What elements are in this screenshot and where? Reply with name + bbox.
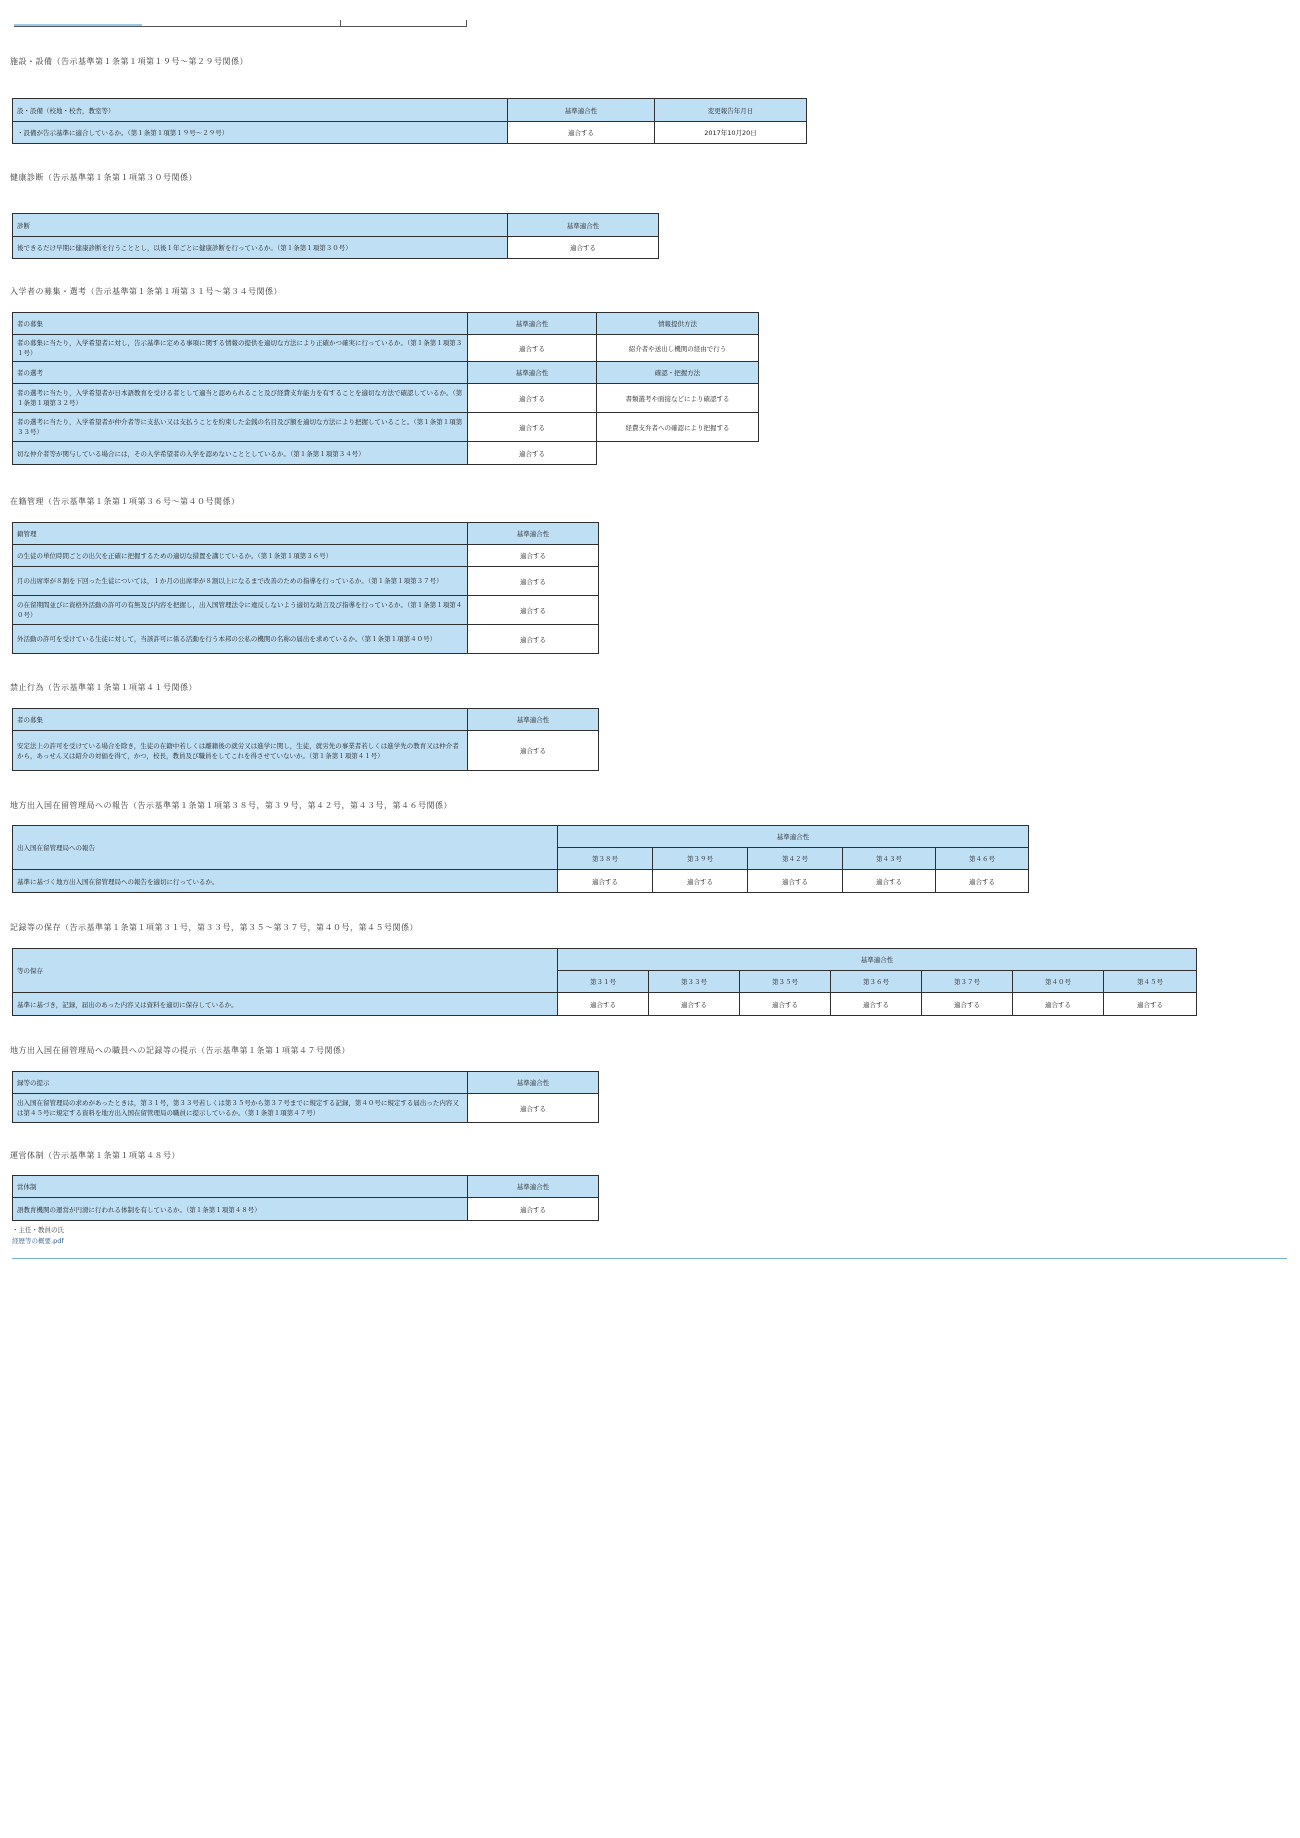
row-fit: 適合する (843, 870, 936, 893)
col-header: 第３１号 (558, 971, 649, 993)
row-fit: 適合する (936, 870, 1029, 893)
header-item: 籍管理 (13, 523, 468, 545)
row-fit: 適合する (922, 993, 1013, 1016)
row-fit: 適合する (468, 335, 597, 362)
header-method: 情報提供方法 (597, 313, 759, 335)
management-table (12, 1175, 599, 1221)
top-tick-mark (340, 20, 341, 27)
health-check-table (12, 213, 659, 259)
col-header: 第４２号 (748, 848, 843, 870)
header-date: 変更報告年月日 (655, 99, 807, 122)
row-item: 者の募集に当たり，入学希望者に対し，告示基準に定める事項に関する情報の提供を適切な方法により正確かつ確実に行っているか。（第１条第１項第３１号） (13, 335, 468, 362)
header-item: 設・設備（校地・校舎，教室等） (13, 99, 508, 122)
row-fit: 適合する (1013, 993, 1104, 1016)
section-title: 運営体制（告示基準第１条第１項第４８号） (10, 1151, 180, 1160)
top-divider (14, 26, 466, 27)
row-method: 紹介者や送出し機関の経由で行う (597, 335, 759, 362)
row-fit: 適合する (653, 870, 748, 893)
header-fit: 基準適合性 (468, 1176, 599, 1198)
row-method: 経費支弁者への確認により把握する (597, 413, 759, 442)
row-item: 基準に基づく地方出入国在留管理局への報告を適切に行っているか。 (13, 870, 558, 893)
row-fit: 適合する (468, 567, 599, 596)
section-title: 在籍管理（告示基準第１条第１項第３６号～第４０号関係） (10, 497, 240, 506)
row-fit: 適合する (468, 442, 597, 465)
col-header: 第３９号 (653, 848, 748, 870)
header-fit: 基準適合性 (508, 214, 659, 237)
report-table (12, 825, 1029, 893)
header-item: 等の保存 (13, 949, 558, 993)
row-item: 基準に基づき，記録，届出のあった内容又は資料を適切に保存しているか。 (13, 993, 558, 1016)
row-item: 安定法上の許可を受けている場合を除き，生徒の在籍中若しくは離籍後の就労又は進学に関し，生徒，就労先の事業者若しくは進学先の教育又は仲介者から，あっせん又は紹介の対価を得て，かつ，校長，教員及び職員をしてこれを得させていないか。（第１条第１項第４１号） (13, 731, 468, 771)
header-fit: 基準適合性 (468, 523, 599, 545)
row-method: 書類選考や面接などにより確認する (597, 384, 759, 413)
row-item: 切な仲介者等が関与している場合には，その入学希望者の入学を認めないこととしているか。（第１条第１項第３４号） (13, 442, 468, 465)
section-title: 施設・設備（告示基準第１条第１項第１９号～第２９号関係） (10, 57, 248, 66)
row-item: 者の選考に当たり，入学希望者が仲介者等に支払い又は支払うことを約束した金銭の名目及び額を適切な方法により把握していること。（第１条第１項第３３号） (13, 413, 468, 442)
row-item: 月の出席率が８割を下回った生徒については，１か月の出席率が８割以上になるまで改善のための指導を行っているか。（第１条第１項第３７号） (13, 567, 468, 596)
header-item: 録等の提示 (13, 1072, 468, 1094)
header-fit: 基準適合性 (558, 826, 1029, 848)
row-fit: 適合する (508, 122, 655, 144)
row-fit: 適合する (748, 870, 843, 893)
empty-cell (597, 442, 759, 465)
col-header: 第３８号 (558, 848, 653, 870)
col-header: 第４３号 (843, 848, 936, 870)
row-fit: 適合する (468, 413, 597, 442)
section-title: 地方出入国在留管理局への報告（告示基準第１条第１項第３８号，第３９号，第４２号，第４３号，第４６号関係） (10, 801, 452, 810)
row-item: 後できるだけ早期に健康診断を行うこととし，以後１年ごとに健康診断を行っているか。（第１条第１項第３０号） (13, 237, 508, 259)
row-fit: 適合する (508, 237, 659, 259)
header-method: 確認・把握方法 (597, 362, 759, 384)
row-fit: 適合する (831, 993, 922, 1016)
section-title: 禁止行為（告示基準第１条第１項第４１号関係） (10, 683, 197, 692)
row-fit: 適合する (468, 596, 599, 625)
col-header: 第３５号 (740, 971, 831, 993)
row-item: 外活動の許可を受けている生徒に対して，当該許可に係る活動を行う本邦の公私の機関の名称の届出を求めているか。（第１条第１項第４０号） (13, 625, 468, 654)
row-fit: 適合する (468, 1198, 599, 1221)
row-item: 者の選考に当たり，入学希望者が日本語教育を受ける者として適当と認められること及び経費支弁能力を有することを適切な方法で確認しているか。（第１条第１項第３２号） (13, 384, 468, 413)
col-header: 第４５号 (1104, 971, 1197, 993)
row-fit: 適合する (558, 993, 649, 1016)
admission-table (12, 312, 759, 465)
row-fit: 適合する (468, 1094, 599, 1123)
row-date: 2017年10月20日 (655, 122, 807, 144)
header-item: 者の募集 (13, 313, 468, 335)
col-header: 第３７号 (922, 971, 1013, 993)
col-header: 第４０号 (1013, 971, 1104, 993)
section-title: 健康診断（告示基準第１条第１項第３０号関係） (10, 173, 197, 182)
row-item: の生徒の単位時間ごとの出欠を正確に把握するための適切な措置を講じているか。（第１条第１項第３６号） (13, 545, 468, 567)
records-table (12, 948, 1197, 1016)
header-item: 診断 (13, 214, 508, 237)
col-header: 第３６号 (831, 971, 922, 993)
row-fit: 適合する (649, 993, 740, 1016)
row-item: 語教育機関の運営が円滑に行われる体制を有しているか。（第１条第１項第４８号） (13, 1198, 468, 1221)
col-header: 第４６号 (936, 848, 1029, 870)
header-item: 者の選考 (13, 362, 468, 384)
section-title: 地方出入国在留管理局への職員への記録等の提示（告示基準第１条第１項第４７号関係） (10, 1046, 350, 1055)
row-fit: 適合する (740, 993, 831, 1016)
row-fit: 適合する (468, 625, 599, 654)
row-fit: 適合する (1104, 993, 1197, 1016)
prohibited-acts-table (12, 708, 599, 771)
attachment-link[interactable]: 経歴等の概要.pdf (12, 1237, 64, 1245)
facilities-table (12, 98, 807, 144)
header-item: 出入国在留管理局への報告 (13, 826, 558, 870)
records-presentation-table (12, 1071, 599, 1123)
header-fit: 基準適合性 (468, 313, 597, 335)
section-title: 記録等の保存（告示基準第１条第１項第３１号，第３３号，第３５～第３７号，第４０号，第４５号関係） (10, 923, 418, 932)
row-fit: 適合する (468, 384, 597, 413)
row-fit: 適合する (468, 731, 599, 771)
header-fit: 基準適合性 (508, 99, 655, 122)
row-fit: 適合する (558, 870, 653, 893)
header-item: 者の募集 (13, 709, 468, 731)
footer-note: ・主任・教員の氏 (12, 1226, 64, 1234)
section-title: 入学者の募集・選考（告示基準第１条第１項第３１号～第３４号関係） (10, 287, 282, 296)
bottom-divider (12, 1258, 1287, 1259)
col-header: 第３３号 (649, 971, 740, 993)
row-item: の在留期間並びに資格外活動の許可の有無及び内容を把握し，出入国管理法令に違反しないよう適切な助言及び指導を行っているか。（第１条第１項第４０号） (13, 596, 468, 625)
header-fit: 基準適合性 (558, 949, 1197, 971)
header-fit: 基準適合性 (468, 1072, 599, 1094)
row-item: 出入国在留管理局の求めがあったときは，第３１号，第３３号若しくは第３５号から第３７号までに規定する記録，第４０号に規定する届出った内容又は第４５号に規定する資料を地方出入国在留管理局の職員に提示しているか。（第１条第１項第４７号） (13, 1094, 468, 1123)
row-fit: 適合する (468, 545, 599, 567)
row-item: ・設備が告示基準に適合しているか。（第１条第１項第１９号～２９号） (13, 122, 508, 144)
header-fit: 基準適合性 (468, 362, 597, 384)
top-tick-mark (466, 20, 467, 27)
header-item: 営体制 (13, 1176, 468, 1198)
header-fit: 基準適合性 (468, 709, 599, 731)
enrollment-table (12, 522, 599, 654)
